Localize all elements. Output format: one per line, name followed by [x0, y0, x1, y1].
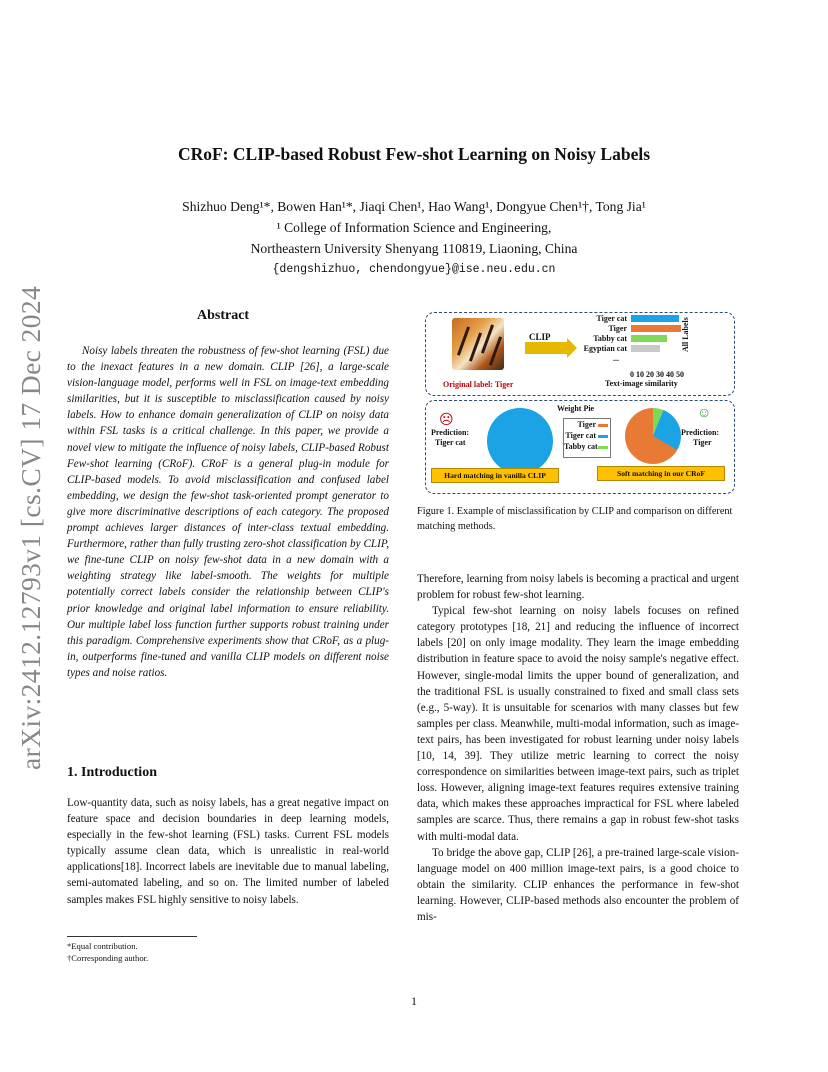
- footnote-rule: [67, 936, 197, 937]
- pie-chart-soft: [625, 408, 681, 464]
- all-labels-title: All Labels: [681, 317, 690, 352]
- weight-pie-title: Weight Pie: [557, 404, 595, 413]
- affiliation-line-2: Northeastern University Shenyang 110819, Liaoning, China: [250, 241, 578, 256]
- arrow-icon: [525, 342, 567, 354]
- original-label: Original label: Tiger: [443, 380, 514, 389]
- author-names: Shizhuo Deng¹*, Bowen Han¹*, Jiaqi Chen¹, Hao Wang¹, Dongyue Chen¹†, Tong Jia¹: [182, 199, 646, 214]
- right-column-text: [417, 571, 739, 925]
- class-label-3: Egyptian cat: [583, 344, 627, 353]
- happy-face-icon: ☺: [697, 406, 712, 421]
- tiger-image: [452, 318, 504, 370]
- intro-paragraph: Low-quantity data, such as noisy labels, has a great negative impact on feature space and decision boundaries in deep learning models, especially in the few-shot learning (FSL) tasks. Current FSL models typically assume clean data, which is unrealistic in real-world applications[18]. Incorrect labels are inevitable due to manual labeling, semi-automated labeling, and so on. The limited number of labeled samples makes FSL highly sensitive to noisy labels.: [67, 797, 389, 906]
- prediction-left-1: Prediction:: [431, 428, 470, 437]
- class-label-1: Tiger: [608, 324, 627, 333]
- class-label-0: Tiger cat: [596, 314, 627, 323]
- class-label-2: Tabby cat: [593, 334, 627, 343]
- pie-legend: [563, 418, 611, 458]
- right-paragraph-1: Therefore, learning from noisy labels is becoming a practical and urgent problem for robust few-shot learning.: [417, 573, 739, 602]
- right-paragraph-3: To bridge the above gap, CLIP [26], a pre-trained large-scale vision-language model on 400 million image-text pairs, is a good choice to obtain the similarity. CLIP enhances the performance in few-shot learning. However, CLIP-based methods also encounter the problem of mis-: [417, 846, 739, 923]
- legend-swatch-tabby-cat: [598, 446, 608, 449]
- author-email: {dengshizhuo, chendongyue}@ise.neu.edu.cn: [272, 263, 556, 276]
- hard-matching-tag: Hard matching in vanilla CLIP: [431, 468, 559, 483]
- legend-label-tabby-cat: Tabby cat: [564, 442, 598, 451]
- page-number: 1: [411, 994, 417, 1008]
- affiliation-line-1: ¹ College of Information Science and Engineering,: [276, 220, 552, 235]
- prediction-right-1: Prediction:: [681, 428, 720, 437]
- section-heading-introduction: 1. Introduction: [67, 765, 157, 780]
- paper-title: CRoF: CLIP-based Robust Few-shot Learning on Noisy Labels: [177, 144, 651, 164]
- similarity-axis-title: Text-image similarity: [605, 379, 678, 388]
- arxiv-side-identifier: arXiv:2412.12793v1 [cs.CV] 17 Dec 2024: [15, 285, 46, 770]
- similarity-bar-tiger-cat: [631, 315, 679, 322]
- abstract-text: Noisy labels threaten the robustness of few-shot learning (FSL) due to the inexact features in a new domain. CLIP [26], a large-scale vision-language model, performs well in FSL on image-text embedding similarities, but it is susceptible to misclassification caused by noisy labels. How to enhance domain generalization of CLIP on noisy data within FSL tasks is a critical challenge. In this paper, we provide a novel view to mitigate the influence of noisy labels, CLIP-based Robust Few-shot learning (CRoF). CRoF is a general plug-in module for CLIP-based models. To avoid misclassification and confused label embedding, we design the few-shot task-oriented prompt generator to give more discriminative descriptions of each category. The proposed prompt achieves larger distances of inter-class textual embedding. Furthermore, rather than fully trusting zero-shot classification by CLIP, we fine-tune CLIP on noisy few-shot data in a new domain with a weighting strategy like label-smooth. The weights for multiple potentially correct labels consider the relationship between CLIP's prior knowledge and original label information to ensure reliability. Our multiple label loss function further supports robust training under this paradigm. Comprehensive experiments show that CRoF, as a plug-in, outperforms fine-tuned and vanilla CLIP models on different noise types and noise ratios.: [67, 345, 389, 679]
- figure-1: [417, 306, 741, 496]
- axis-ticks: 0 10 20 30 40 50: [630, 370, 684, 379]
- sad-face-icon: ☹: [439, 413, 454, 428]
- right-paragraph-2: Typical few-shot learning on noisy labels focuses on refined category prototypes [18, 21] and reducing the influence of incorrect labels [20] on only image modality. They learn the image embedding distribution in feature space to avoid the noisy sample's negative effect. However, single-modal limits the upper bound of generalization, and the traditional FSL is usually constrained to fixed and small class sets (e.g., 5-way). It is unsuitable for scenarios with many classes but few samples per class. Meanwhile, multi-modal information, such as image-text pairs, has been investigated for robust learning under noisy labels [10, 14, 39]. They utilize metric learning to correct the noisy correspondence on similarities between image-text pairs, such as triplet loss. However, aligning image-text features requires extensive training data, which makes these approaches impractical for FSL where labeled samples are scarce. Thus, there remains a gap in robust few-shot tasks with multi-modal data.: [417, 605, 739, 843]
- similarity-bar-tiger: [631, 325, 681, 332]
- prediction-left-2: Tiger cat: [435, 438, 466, 447]
- clip-label: CLIP: [529, 332, 551, 342]
- figure-caption: Figure 1. Example of misclassification by CLIP and comparison on different matching methods.: [417, 506, 733, 532]
- abstract-heading: Abstract: [197, 308, 250, 323]
- legend-label-tiger: Tiger: [577, 420, 596, 429]
- footnote-corresponding-author: †Corresponding author.: [67, 953, 149, 963]
- similarity-bar-tabby-cat: [631, 335, 667, 342]
- legend-swatch-tiger: [598, 424, 608, 427]
- similarity-bar-egyptian-cat: [631, 345, 660, 352]
- prediction-right-2: Tiger: [693, 438, 712, 447]
- soft-matching-tag: Soft matching in our CRoF: [597, 466, 725, 481]
- pie-chart-hard: [487, 408, 553, 474]
- author-block: [0, 196, 828, 280]
- legend-label-tiger-cat: Tiger cat: [565, 431, 596, 440]
- class-label-4: ...: [613, 354, 619, 363]
- legend-swatch-tiger-cat: [598, 435, 608, 438]
- footnote-equal-contribution: *Equal contribution.: [67, 941, 138, 951]
